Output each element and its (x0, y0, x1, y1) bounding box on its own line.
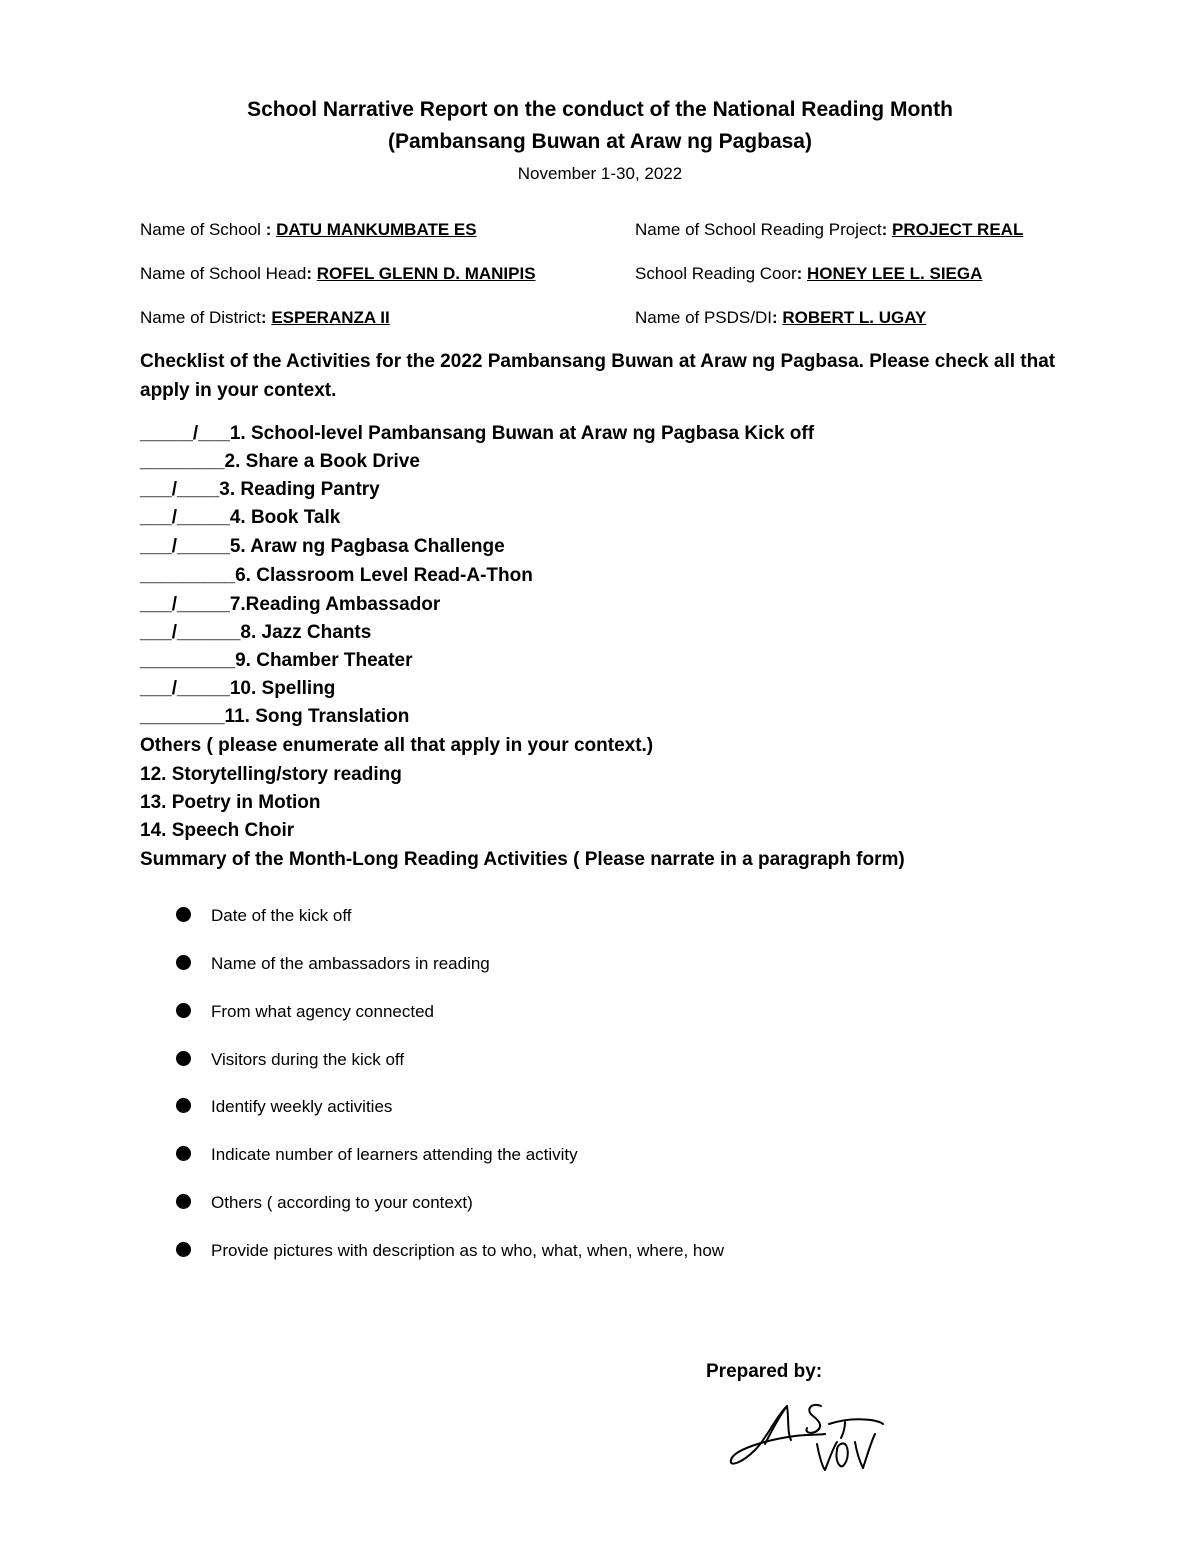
check-mark-blank: ________ (140, 706, 225, 727)
others-item: 12. Storytelling/story reading (140, 764, 402, 785)
reading-project-field (635, 220, 1023, 240)
check-mark-blank: ________ (140, 451, 225, 472)
reading-coordinator-label: School Reading Coor (635, 264, 797, 283)
bullet-icon (176, 1146, 191, 1161)
checklist-intro-line2: apply in your context. (140, 380, 337, 401)
check-mark-blank: _________ (140, 650, 236, 671)
report-title-line2: (Pambansang Buwan at Araw ng Pagbasa) (388, 130, 812, 153)
colon: : (772, 308, 783, 327)
checklist-item (140, 594, 440, 616)
checklist-item (140, 423, 814, 445)
check-mark-blank: ___/_____ (140, 678, 230, 699)
summary-bullet-item (176, 906, 351, 926)
check-mark-blank: ___/____ (140, 479, 220, 500)
summary-bullet-text: From what agency connected (211, 1002, 435, 1021)
reading-coordinator-field (635, 264, 982, 284)
summary-bullet-item (176, 1002, 434, 1022)
district-field (140, 308, 390, 328)
summary-bullet-text: Provide pictures with description as to who, what, when, where, how (211, 1241, 725, 1260)
checklist-item-label: 10. Spelling (229, 678, 336, 699)
check-mark-blank: _____/___ (140, 423, 230, 444)
summary-bullet-text: Visitors during the kick off (211, 1050, 405, 1069)
summary-bullet-text: Date of the kick off (211, 906, 352, 925)
colon: : (881, 220, 893, 239)
checklist-intro-line1: Checklist of the Activities for the 2022 Pambansang Buwan at Araw ng Pagbasa. Please check all that (140, 351, 1056, 372)
bullet-icon (176, 1194, 191, 1209)
checklist-item (140, 565, 533, 587)
signature-image (725, 1398, 890, 1478)
check-mark-blank: ___/_____ (140, 507, 230, 528)
psds-field (635, 308, 926, 328)
school-head-label: Name of School Head (140, 264, 307, 283)
summary-bullet-text: Identify weekly activities (211, 1097, 393, 1116)
checklist-item-label: 2. Share a Book Drive (224, 451, 420, 472)
checklist-item (140, 706, 409, 728)
checklist-item-label: 5. Araw ng Pagbasa Challenge (229, 536, 505, 557)
checklist-item-label: 11. Song Translation (224, 706, 410, 727)
summary-bullet-item (176, 1193, 473, 1213)
checklist-item (140, 678, 335, 700)
district-value: ESPERANZA II (271, 308, 390, 327)
summary-bullet-item (176, 954, 490, 974)
checklist-item-label: 3. Reading Pantry (219, 479, 380, 500)
school-name-field (140, 220, 477, 240)
colon: : (265, 220, 277, 239)
checklist-item (140, 650, 413, 672)
bullet-icon (176, 1051, 191, 1066)
reading-coordinator-value: HONEY LEE L. SIEGA (807, 264, 983, 283)
bullet-icon (176, 1098, 191, 1113)
check-mark-blank: ___/______ (140, 622, 241, 643)
colon: : (306, 264, 317, 283)
district-label: Name of District (140, 308, 261, 327)
summary-bullet-item (176, 1097, 392, 1117)
checklist-item-label: 4. Book Talk (229, 507, 341, 528)
checklist-item-label: 6. Classroom Level Read-A-Thon (235, 565, 533, 586)
checklist-item (140, 536, 505, 558)
school-name-label: Name of School (140, 220, 261, 239)
reading-project-label: Name of School Reading Project (635, 220, 882, 239)
checklist-item-label: 9. Chamber Theater (235, 650, 413, 671)
colon: : (260, 308, 272, 327)
psds-label: Name of PSDS/DI (635, 308, 772, 327)
checklist-item (140, 479, 380, 501)
bullet-icon (176, 907, 191, 922)
checklist-item (140, 622, 371, 644)
school-name-value: DATU MANKUMBATE ES (276, 220, 477, 239)
checklist-item-label: 7.Reading Ambassador (229, 594, 441, 615)
school-head-value: ROFEL GLENN D. MANIPIS (316, 264, 536, 283)
summary-bullet-text: Name of the ambassadors in reading (211, 954, 490, 973)
prepared-by-label: Prepared by: (706, 1361, 823, 1382)
bullet-icon (176, 955, 191, 970)
psds-value: ROBERT L. UGAY (782, 308, 927, 327)
others-heading: Others ( please enumerate all that apply in your context.) (140, 735, 654, 756)
summary-bullet-text: Indicate number of learners attending the activity (211, 1145, 578, 1164)
school-head-field (140, 264, 536, 284)
others-item: 13. Poetry in Motion (140, 792, 321, 813)
bullet-icon (176, 1242, 191, 1257)
check-mark-blank: ___/_____ (140, 594, 230, 615)
report-title-line1: School Narrative Report on the conduct of the National Reading Month (247, 98, 953, 121)
summary-bullet-item (176, 1241, 724, 1261)
summary-heading: Summary of the Month-Long Reading Activities ( Please narrate in a paragraph form) (140, 849, 905, 870)
colon: : (796, 264, 807, 283)
checklist-item (140, 507, 340, 529)
checklist-item-label: 1. School-level Pambansang Buwan at Araw ng Pagbasa Kick off (229, 423, 815, 444)
summary-bullet-text: Others ( according to your context) (211, 1193, 473, 1212)
summary-bullet-item (176, 1145, 578, 1165)
check-mark-blank: ___/_____ (140, 536, 230, 557)
summary-bullet-item (176, 1050, 404, 1070)
checklist-item (140, 451, 420, 473)
bullet-icon (176, 1003, 191, 1018)
report-date: November 1-30, 2022 (517, 164, 683, 183)
checklist-item-label: 8. Jazz Chants (240, 622, 372, 643)
others-item: 14. Speech Choir (140, 820, 295, 841)
check-mark-blank: _________ (140, 565, 236, 586)
reading-project-value: PROJECT REAL (892, 220, 1024, 239)
